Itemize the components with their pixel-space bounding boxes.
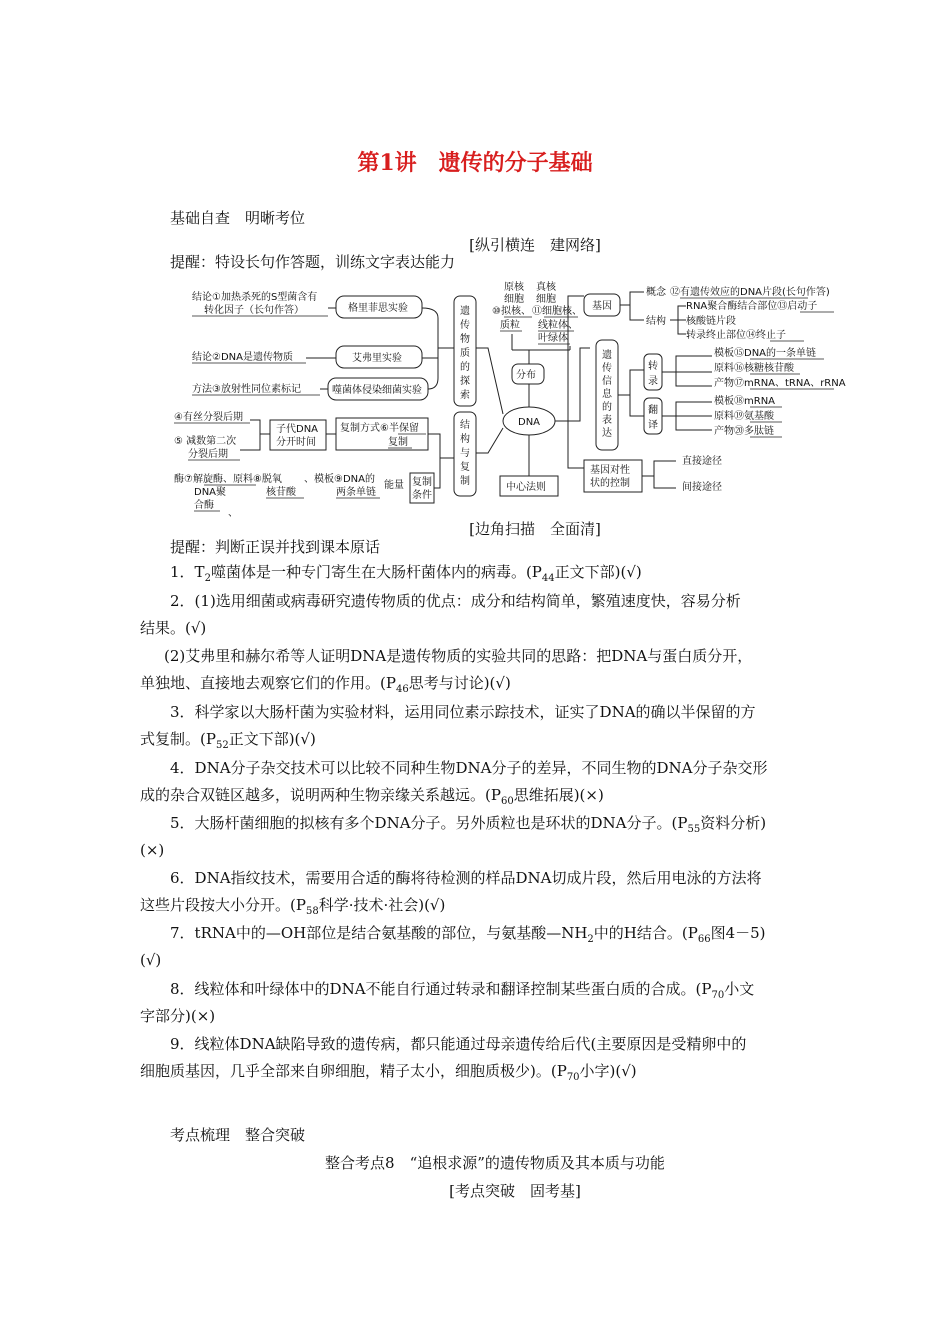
map-gene: 基因 <box>592 301 612 312</box>
concept-map-diagram <box>170 278 850 518</box>
svg-text:传: 传 <box>602 363 612 374</box>
map-direct-path: 直接途径 <box>682 456 722 467</box>
svg-text:复: 复 <box>460 462 470 473</box>
svg-text:遗: 遗 <box>460 306 470 317</box>
item-4: 4．DNA分子杂交技术可以比较不同种生物DNA分子的差异，不同生物的DNA分子杂交形 成的杂合双链区越多，说明两种生物亲缘关系越远。($P_{60}$思维拓展)(×) <box>140 759 768 807</box>
svg-text:表: 表 <box>602 415 612 426</box>
map-eukaryote-a: 真核 <box>536 282 556 293</box>
map-prokaryote-d: 质粒 <box>500 320 520 331</box>
item-8: 8．线粒体和叶绿体中的DNA不能自行通过转录和翻译控制某些蛋白质的合成。($P_{70}$小文 字部分)(×) <box>140 980 755 1025</box>
map-t-template: 模板⑮DNA的一条单链 <box>714 348 817 359</box>
map-dna-center: DNA <box>518 417 541 428</box>
map-dna-poly-a: DNA聚 <box>194 487 227 498</box>
map-avery-box: 艾弗里实验 <box>352 353 402 364</box>
map-meiosis-a: ⑤ 减数第二次 <box>174 436 237 447</box>
item-6: 6．DNA指纹技术，需要用合适的酶将待检测的样品DNA切成片段，然后用电泳的方法将 这些片段按大小分开。($P_{58}$科学·技术·社会)(√) <box>140 869 762 917</box>
map-replication-mode-a: 复制方式⑥半保留 <box>340 423 419 434</box>
map-structure-vertical <box>460 418 470 487</box>
svg-text:息: 息 <box>602 389 612 400</box>
map-distribution: 分布 <box>516 370 536 381</box>
svg-text:与: 与 <box>460 448 470 459</box>
map-conclusion-2: 结论②DNA是遗传物质 <box>192 352 293 363</box>
map-prokaryote-c: ⑩拟核、 <box>492 306 531 317</box>
map-daughter-dna-a: 子代DNA <box>276 424 319 435</box>
map-translation-a: 翻 <box>648 405 658 416</box>
map-conclusion-1b: 转化因子（长句作答） <box>204 305 304 316</box>
map-u-template: 模板⑱mRNA <box>714 396 776 407</box>
map-deoxy: 核苷酸 <box>266 487 296 498</box>
map-transcription-b: 录 <box>648 376 658 387</box>
map-enzymes: 酶⑦解旋酶、原料⑧脱氧 <box>174 474 282 485</box>
map-central-dogma: 中心法则 <box>506 482 546 493</box>
tip-long-answer: 提醒：特设长句作答题，训练文字表达能力 <box>170 253 456 271</box>
map-dna-poly-b: 合酶 <box>194 500 214 511</box>
tip-find-original: 提醒：判断正误并找到课本原话 <box>170 538 381 556</box>
map-exploration-vertical <box>460 304 470 401</box>
svg-text:构: 构 <box>460 434 470 445</box>
svg-text:传: 传 <box>460 320 470 331</box>
svg-text:索: 索 <box>460 390 470 401</box>
map-prokaryote-a: 原核 <box>504 282 524 293</box>
map-structure: 结构 <box>646 316 666 327</box>
svg-text:达: 达 <box>602 428 612 439</box>
svg-text:的: 的 <box>602 402 612 413</box>
map-comma: 、 <box>228 508 238 518</box>
map-eukaryote-d: 线粒体、 <box>538 320 578 331</box>
map-indirect-path: 间接途径 <box>682 482 722 493</box>
map-mitosis: ④有丝分裂后期 <box>174 412 243 423</box>
item-2: 2．(1)选用细菌或病毒研究遗传物质的优点：成分和结构简单，繁殖速度快，容易分析 结果。(√) <box>140 592 741 637</box>
map-conclusion-1a: 结论①加热杀死的S型菌含有 <box>192 292 318 303</box>
map-griffith-box: 格里菲思实验 <box>348 303 408 314</box>
map-phage-box: 噬菌体侵染细菌实验 <box>332 385 422 396</box>
map-two-strands: 两条单链 <box>336 487 376 498</box>
map-struct-2: 核酸链片段 <box>686 316 736 327</box>
map-daughter-dna-b: 分开时间 <box>276 437 316 448</box>
map-u-product: 产物⑳多肽链 <box>714 426 774 437</box>
map-conditions-a: 复制 <box>412 477 432 488</box>
subheading-network: [纵引横连 建网络] <box>469 236 601 254</box>
map-energy: 能量 <box>384 480 404 491</box>
svg-text:物: 物 <box>460 334 470 345</box>
map-conditions-b: 条件 <box>412 490 432 501</box>
item-9: 9．线粒体DNA缺陷导致的遗传病，都只能通过母亲遗传给后代(主要原因是受精卵中的 细胞质基因，几乎全部来自卵细胞，精子太小，细胞质极少)。($P_{70}$小字)(√) <box>140 1035 747 1083</box>
svg-text:制: 制 <box>460 476 470 487</box>
subheading-breakthrough: [考点突破 固考基] <box>449 1182 581 1200</box>
map-template: 、模板⑨DNA的 <box>304 474 375 485</box>
section-heading-basics: 基础自查 明晰考位 <box>170 209 306 227</box>
map-u-material: 原料⑲氨基酸 <box>714 411 774 422</box>
point-title: 整合考点8 “追根求源”的遗传物质及其本质与功能 <box>325 1154 665 1172</box>
item-7: 7．tRNA中的—OH部位是结合氨基酸的部位，与氨基酸$—NH_2$中的H结合。($P_{66}$图4－5) (√) <box>140 924 766 969</box>
svg-text:结: 结 <box>460 420 470 431</box>
item-2-2: (2)艾弗里和赫尔希等人证明DNA是遗传物质的实验共同的思路：把DNA与蛋白质分开， 单独地、直接地去观察它们的作用。($P_{46}$思考与讨论)(√) <box>140 647 753 695</box>
map-transcription-a: 转 <box>648 361 658 372</box>
map-translation-b: 译 <box>648 420 658 431</box>
item-3: 3．科学家以大肠杆菌为实验材料，运用同位素示踪技术，证实了DNA的确以半保留的方 式复制。($P_{52}$正文下部)(√) <box>140 703 756 751</box>
map-eukaryote-c: ⑪细胞核、 <box>532 306 582 317</box>
map-method-3: 方法③放射性同位素标记 <box>192 384 301 395</box>
svg-text:信: 信 <box>602 376 612 387</box>
map-struct-3: 转录终止部位⑭终止子 <box>686 330 786 341</box>
map-prokaryote-b: 细胞 <box>504 294 524 305</box>
map-replication-mode-b: 复制 <box>388 437 408 448</box>
item-5: 5．大肠杆菌细胞的拟核有多个DNA分子。另外质粒也是环状的DNA分子。($P_{55}$资料分析) (×) <box>140 814 767 859</box>
map-meiosis-b: 分裂后期 <box>188 449 228 460</box>
subheading-scan: [边角扫描 全面清] <box>469 520 601 538</box>
map-t-product: 产物⑰mRNA、tRNA、rRNA <box>714 378 846 389</box>
map-gene-control-b: 状的控制 <box>590 478 630 489</box>
map-concept-value: ⑫有遗传效应的DNA片段(长句作答) <box>670 287 830 298</box>
section-heading-points: 考点梳理 整合突破 <box>170 1126 306 1144</box>
page-title: 第1讲 遗传的分子基础 <box>357 150 593 176</box>
svg-text:遗: 遗 <box>602 350 612 361</box>
svg-text:质: 质 <box>460 348 470 359</box>
map-eukaryote-e: 叶绿体 <box>538 333 568 344</box>
map-struct-1: RNA聚合酶结合部位⑬启动子 <box>686 301 818 312</box>
item-1: 1．$T_2$噬菌体是一种专门寄生在大肠杆菌体内的病毒。($P_{44}$正文下部)(√) <box>170 563 642 584</box>
svg-text:的: 的 <box>460 362 470 373</box>
svg-text:探: 探 <box>460 376 470 387</box>
map-t-material: 原料⑯核糖核苷酸 <box>714 363 794 374</box>
map-eukaryote-b: 细胞 <box>536 294 556 305</box>
map-gene-control-a: 基因对性 <box>590 465 630 476</box>
map-concept: 概念 <box>646 287 666 298</box>
map-expression-vertical <box>602 348 613 439</box>
